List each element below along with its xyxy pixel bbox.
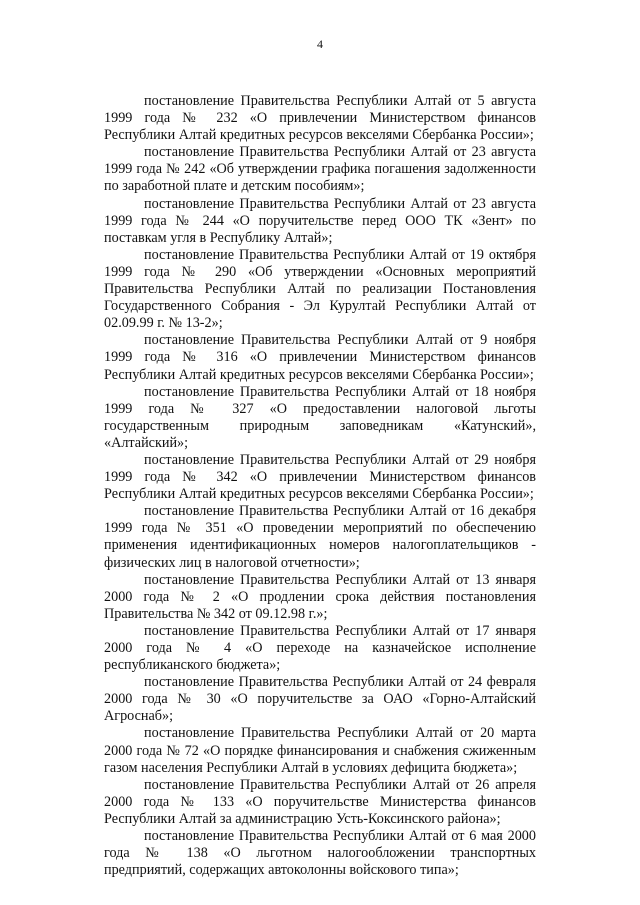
document-body — [104, 93, 536, 879]
paragraph: постановление Правительства Республики Алтай от 24 февраля 2000 года № 30 «О поручительстве за ОАО «Горно-Алтайский Агроснаб»; — [104, 674, 536, 725]
paragraph: постановление Правительства Республики Алтай от 26 апреля 2000 года № 133 «О поручительстве Министерства финансов Республики Алтай за администрацию Усть-Коксинского района»; — [104, 776, 536, 827]
paragraph: постановление Правительства Республики Алтай от 19 октября 1999 года № 290 «Об утверждении «Основных мероприятий Правительства Республики Алтай по реализации Постановления Государственного Собрания - Эл Курултай Республики Алтай от 02.09.99 г. № 13-2»; — [104, 246, 536, 332]
paragraph: постановление Правительства Республики Алтай от 17 января 2000 года № 4 «О переходе на казначейское исполнение республиканского бюджета»; — [104, 622, 536, 674]
paragraph: постановление Правительства Республики Алтай от 23 августа 1999 года № 242 «Об утверждении графика погашения задолженности по заработной плате и детским пособиям»; — [104, 144, 536, 195]
page-number: 4 — [317, 37, 323, 51]
paragraph: постановление Правительства Республики Алтай от 13 января 2000 года № 2 «О продлении срока действия постановления Правительства № 342 от 09.12.98 г.»; — [104, 571, 536, 622]
paragraph: постановление Правительства Республики Алтай от 5 августа 1999 года № 232 «О привлечении Министерством финансов Республики Алтай кредитных ресурсов векселями Сбербанка России»; — [104, 93, 536, 144]
paragraph: постановление Правительства Республики Алтай от 20 марта 2000 года № 72 «О порядке финансирования и снабжения сжиженным газом населения Республики Алтай в условиях дефицита бюджета»; — [104, 725, 536, 776]
paragraph: постановление Правительства Республики Алтай от 6 мая 2000 года № 138 «О льготном налогообложении транспортных предприятий, содержащих автоколонны войскового типа»; — [104, 828, 536, 879]
paragraph: постановление Правительства Республики Алтай от 23 августа 1999 года № 244 «О поручительстве перед ООО ТК «Зент» по поставкам угля в Республику Алтай»; — [104, 195, 536, 246]
paragraph: постановление Правительства Республики Алтай от 18 ноября 1999 года № 327 «О предоставлении налоговой льготы государственным природным заповедникам «Катунский», «Алтайский»; — [104, 383, 536, 451]
paragraph: постановление Правительства Республики Алтай от 29 ноября 1999 года № 342 «О привлечении Министерством финансов Республики Алтай кредитных ресурсов векселями Сбербанка России»; — [104, 451, 536, 503]
paragraph: постановление Правительства Республики Алтай от 9 ноября 1999 года № 316 «О привлечении Министерством финансов Республики Алтай кредитных ресурсов векселями Сбербанка России»; — [104, 332, 536, 383]
paragraph: постановление Правительства Республики Алтай от 16 декабря 1999 года № 351 «О проведении мероприятий по обеспечению применения идентификационных номеров налогоплательщиков - физических лиц в налоговой отчетности»; — [104, 503, 536, 571]
